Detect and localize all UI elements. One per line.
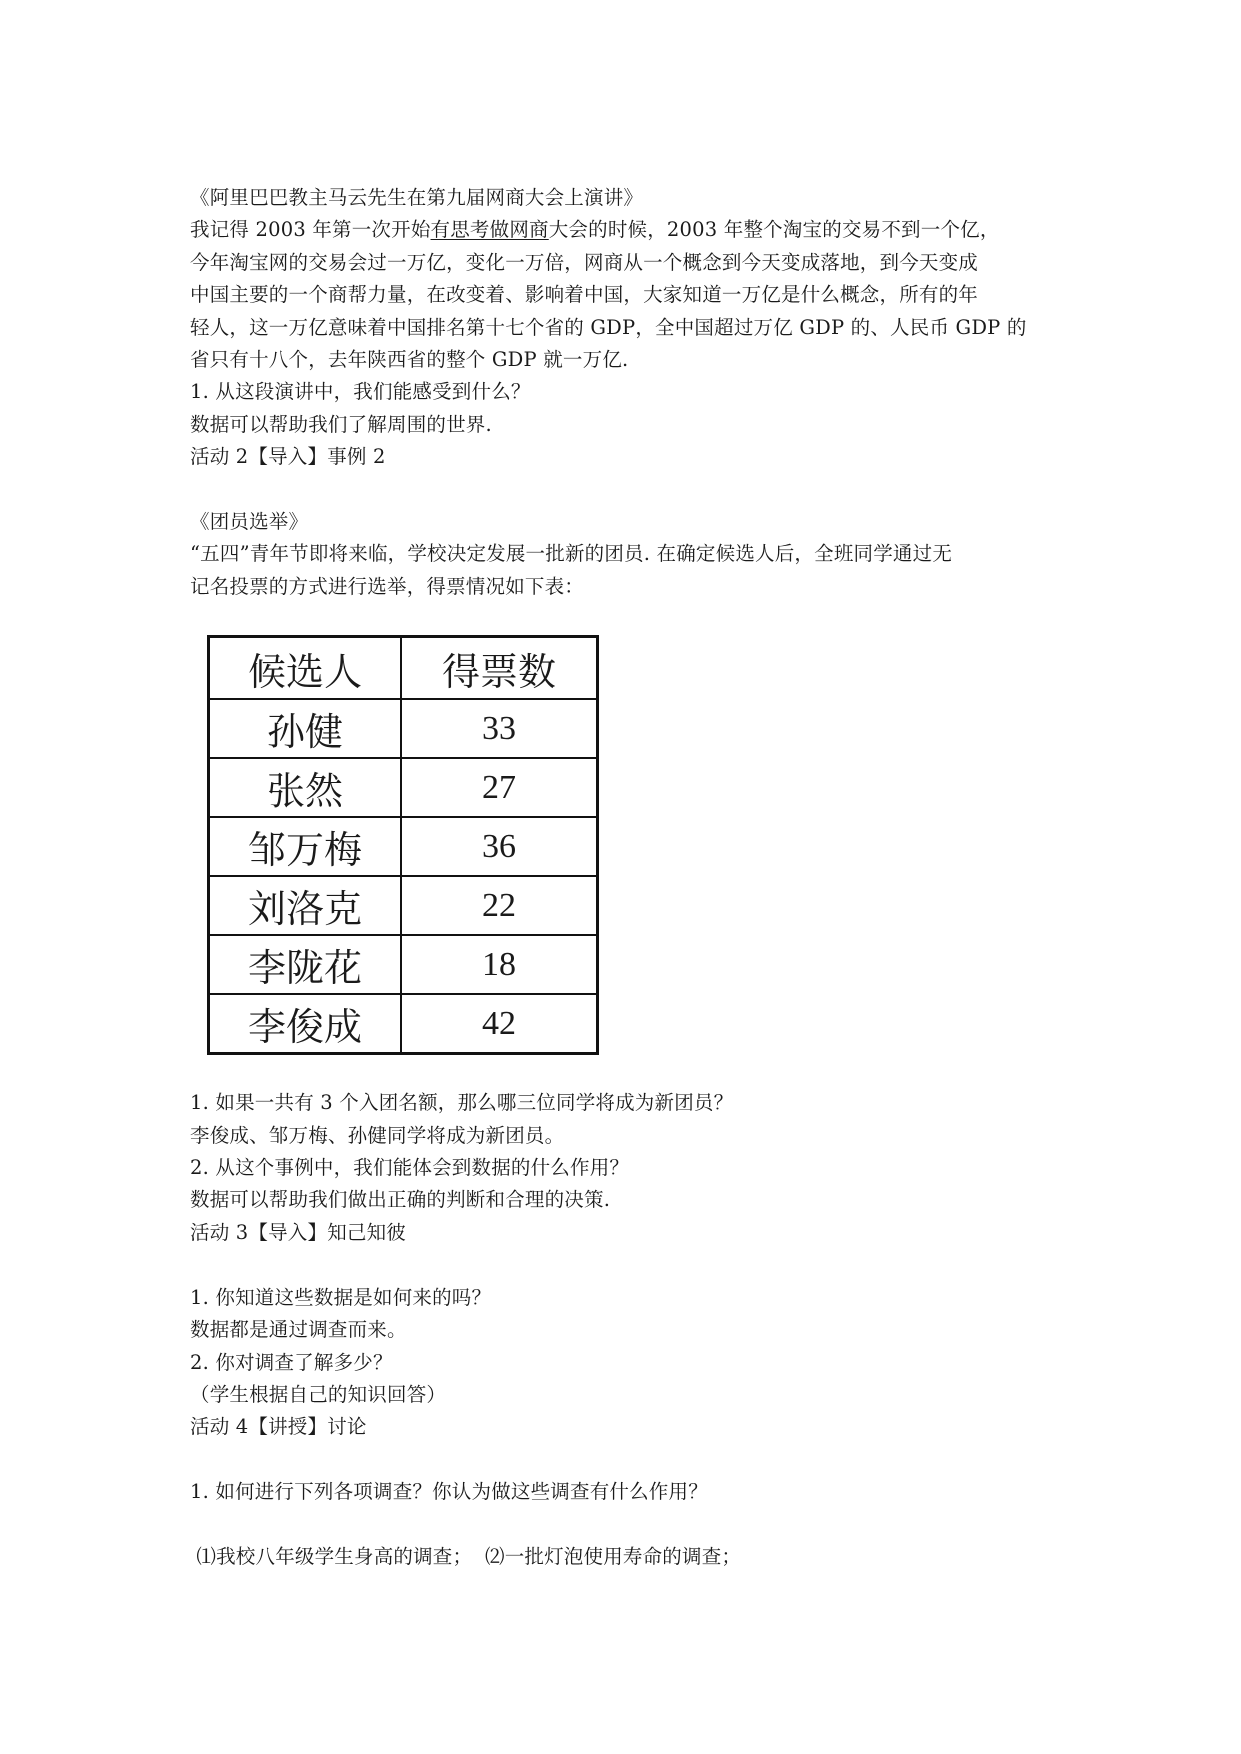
- speech-paragraph-line: 省只有十八个，去年陕西省的整个 GDP 就一万亿.: [190, 348, 629, 372]
- vote-count: 27: [401, 758, 598, 817]
- document-page: [190, 182, 1070, 1573]
- underlined-text: 有思考做网商: [430, 218, 549, 242]
- candidate-name: 张然: [209, 758, 402, 817]
- activity-heading: 活动 3【导入】知己知彼: [190, 1220, 407, 1244]
- answer: 数据可以帮助我们做出正确的判断和合理的决策.: [190, 1188, 611, 1212]
- table-row: [209, 758, 598, 817]
- election-intro-line: 记名投票的方式进行选举，得票情况如下表：: [190, 574, 585, 598]
- candidate-name: 李陇花: [209, 935, 402, 994]
- votes-table: [207, 635, 599, 1055]
- vote-count: 33: [401, 699, 598, 758]
- election-title: 《团员选举》: [190, 510, 309, 534]
- speech-paragraph-line: 轻人，这一万亿意味着中国排名第十七个省的 GDP，全中国超过万亿 GDP 的、人民币 GDP 的: [190, 315, 1027, 339]
- header-votes: 得票数: [401, 637, 598, 700]
- question: 1. 如何进行下列各项调查？你认为做这些调查有什么作用？: [190, 1480, 708, 1504]
- candidate-name: 孙健: [209, 699, 402, 758]
- table-row: [209, 817, 598, 876]
- table-row: [209, 699, 598, 758]
- question: 1. 如果一共有 3 个入团名额，那么哪三位同学将成为新团员？: [190, 1091, 734, 1115]
- table-row: [209, 994, 598, 1054]
- answer: （学生根据自己的知识回答）: [190, 1382, 447, 1406]
- answer: 数据可以帮助我们了解周围的世界.: [190, 412, 492, 436]
- survey-items: ⑴我校八年级学生身高的调查； ⑵一批灯泡使用寿命的调查；: [190, 1544, 742, 1568]
- question: 1. 你知道这些数据是如何来的吗？: [190, 1285, 492, 1309]
- candidate-name: 邹万梅: [209, 817, 402, 876]
- candidate-name: 刘洛克: [209, 876, 402, 935]
- election-intro-line: “五四”青年节即将来临，学校决定发展一批新的团员. 在确定候选人后，全班同学通过无: [190, 542, 953, 566]
- speech-paragraph-line: 今年淘宝网的交易会过一万亿，变化一万倍，网商从一个概念到今天变成落地，到今天变成: [190, 250, 979, 274]
- answer: 李俊成、邹万梅、孙健同学将成为新团员。: [190, 1123, 565, 1147]
- table-header-row: [209, 637, 598, 700]
- table-row: [209, 876, 598, 935]
- vote-count: 18: [401, 935, 598, 994]
- speech-paragraph-line: 中国主要的一个商帮力量，在改变着、影响着中国，大家知道一万亿是什么概念，所有的年: [190, 283, 979, 307]
- candidate-name: 李俊成: [209, 994, 402, 1054]
- vote-count: 22: [401, 876, 598, 935]
- question: 2. 你对调查了解多少？: [190, 1350, 393, 1374]
- activity-heading: 活动 4【讲授】讨论: [190, 1415, 367, 1439]
- votes-table-wrapper: [207, 635, 603, 1055]
- header-candidate: 候选人: [209, 637, 402, 700]
- answer: 数据都是通过调查而来。: [190, 1318, 407, 1342]
- table-row: [209, 935, 598, 994]
- question: 2. 从这个事例中，我们能体会到数据的什么作用？: [190, 1156, 630, 1180]
- activity-heading: 活动 2【导入】事例 2: [190, 445, 386, 469]
- vote-count: 42: [401, 994, 598, 1054]
- speech-title: 《阿里巴巴教主马云先生在第九届网商大会上演讲》: [190, 186, 644, 209]
- vote-count: 36: [401, 817, 598, 876]
- question: 1. 从这段演讲中，我们能感受到什么？: [190, 380, 531, 404]
- speech-paragraph-line: 我记得 2003 年第一次开始有思考做网商大会的时候，2003 年整个淘宝的交易不到一个亿，: [190, 218, 1000, 242]
